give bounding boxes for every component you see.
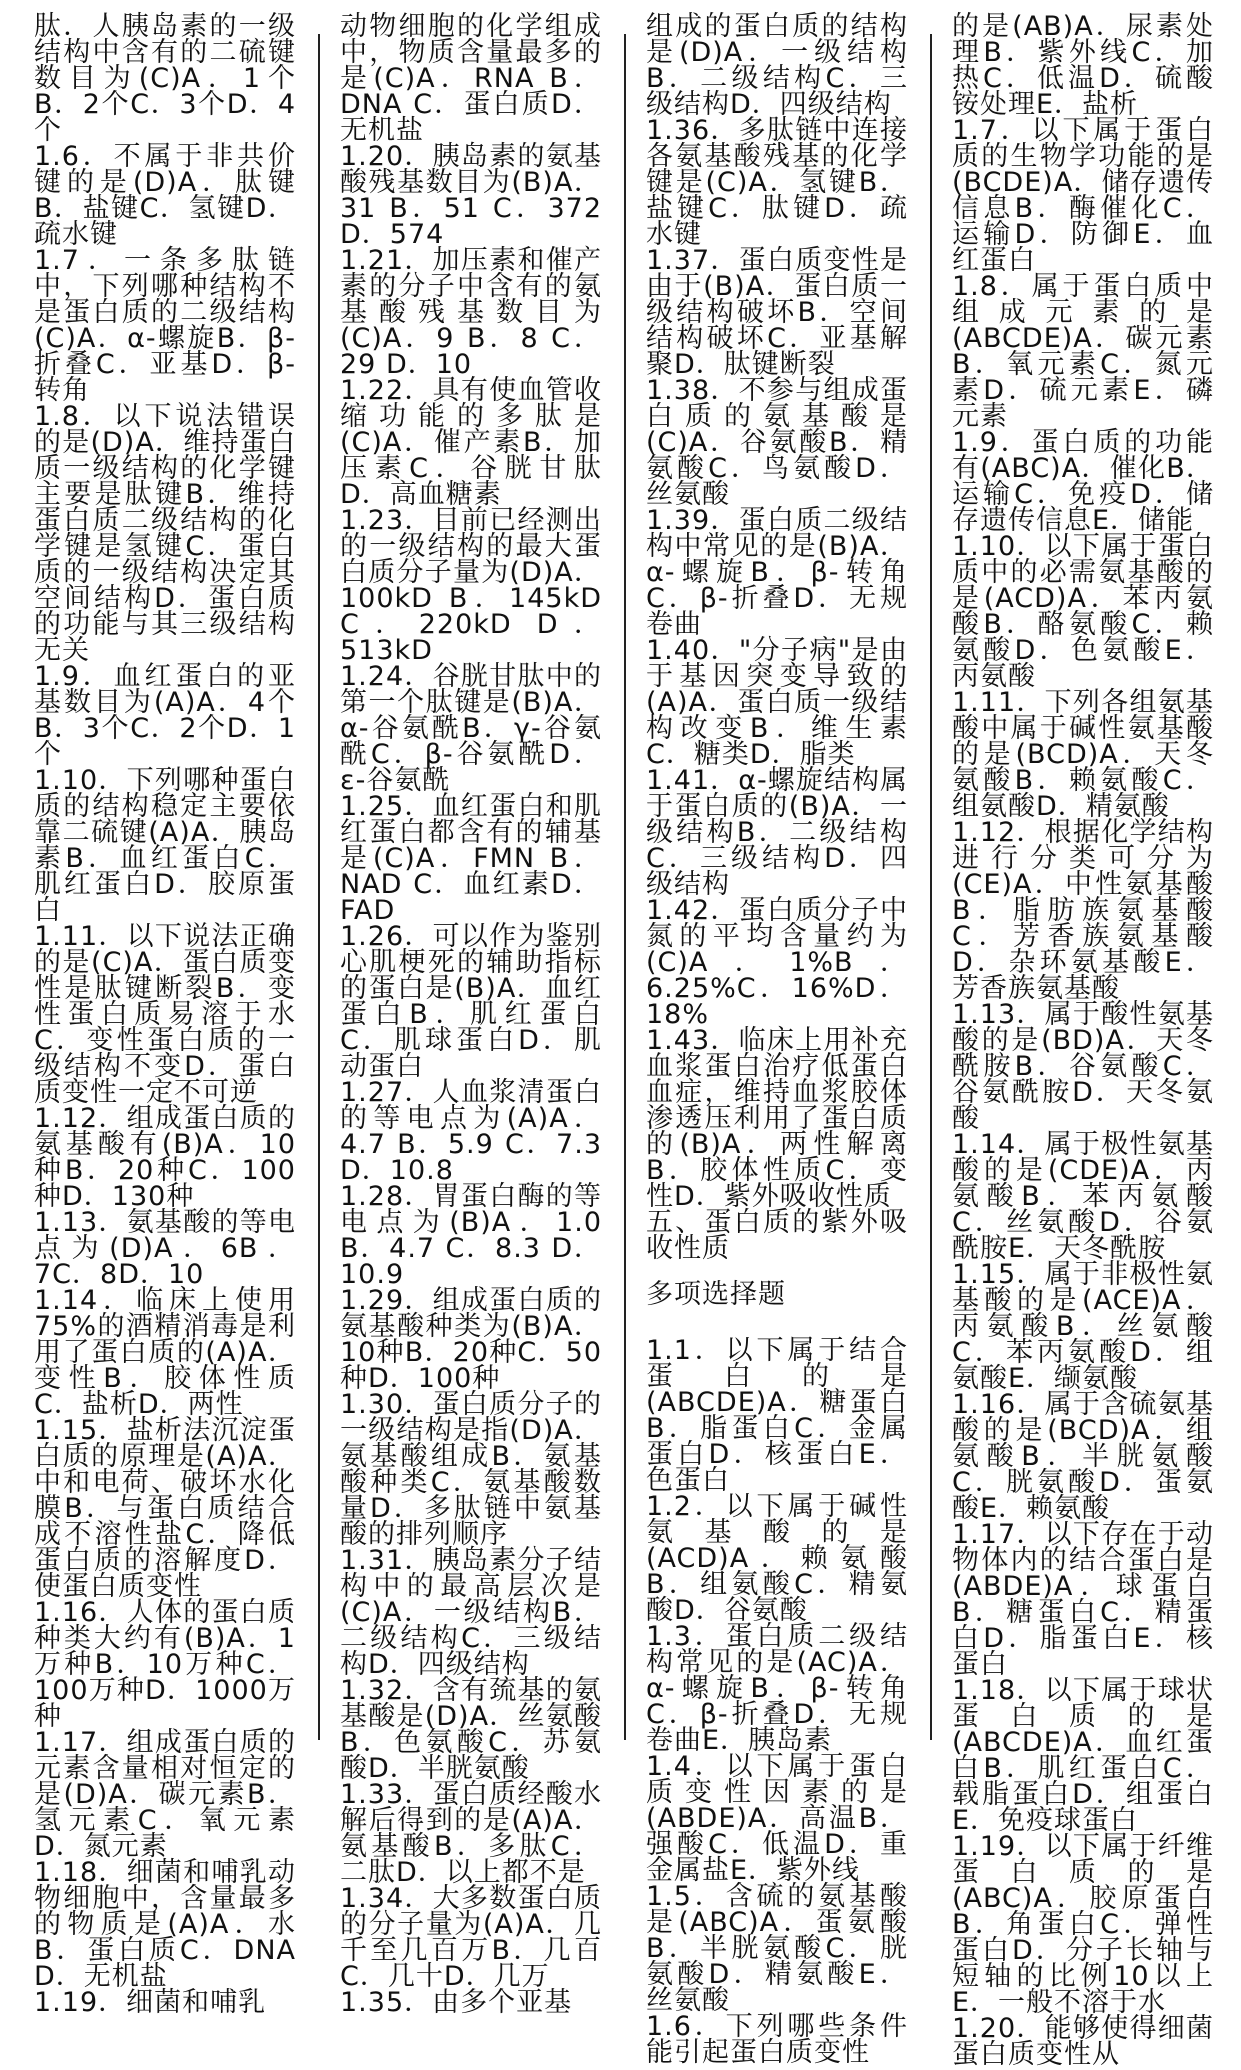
question-text: 1.15．盐析法沉淀蛋白质的原理是(A)A．中和电荷、破坏水化膜B．与蛋白质结合成不溶性盐C．降低蛋白质的溶解度D．使蛋白质变性 xyxy=(34,1415,296,1602)
question-text: 1.6．不属于非共价键的是(D)A．肽键B．盐键C．氢键D．疏水键 xyxy=(34,141,296,250)
question-text: 1.2．以下属于碱性氨基酸的是(ACD)A．赖氨酸B．组氨酸C．精氨酸D．谷氨酸 xyxy=(646,1491,908,1626)
question-text: 1.3．蛋白质二级结构常见的是(AC)A．α-螺旋B．β-转角C．β-折叠D．无规卷曲E．胰岛素 xyxy=(646,1621,908,1756)
question-text: 1.1．以下属于结合蛋白的是(ABCDE)A．糖蛋白B．脂蛋白C．金属蛋白D．核蛋白E．色蛋白 xyxy=(646,1335,908,1496)
question-text: 1.7．以下属于蛋白质的生物学功能的是(BCDE)A．储存遗传信息B．酶催化C．运输D．防御E．血红蛋白 xyxy=(952,115,1214,276)
column-divider xyxy=(318,34,320,1740)
question-text: 1.20．胰岛素的氨基酸残基数目为(B)A．31 B．51 C．372 D．574 xyxy=(340,141,602,250)
column-divider xyxy=(930,34,932,1740)
question-text: 1.13．氨基酸的等电点为(D)A．6B．7C．8D．10 xyxy=(34,1207,296,1290)
question-text: 1.25．血红蛋白和肌红蛋白都含有的辅基是(C)A．FMN B．NAD C．血红素D．FAD xyxy=(340,791,602,926)
question-text: 1.8．属于蛋白质中组成元素的是(ABCDE)A．碳元素B．氧元素C．氮元素D．硫元素E．磷元素 xyxy=(952,271,1214,432)
question-text: 1.28．胃蛋白酶的等电点为(B)A．1.0 B．4.7 C．8.3 D．10.9 xyxy=(340,1181,602,1290)
question-text: 1.16．人体的蛋白质种类大约有(B)A．1万种B．10万种C．100万种D．1000万种 xyxy=(34,1597,296,1732)
question-text: 1.14．属于极性氨基酸的是(CDE)A．丙氨酸B．苯丙氨酸C．丝氨酸D．谷氨酰胺E．天冬酰胺 xyxy=(952,1129,1214,1264)
question-text: 1.9．血红蛋白的亚基数目为(A)A．4个B．3个C．2个D．1个 xyxy=(34,661,296,770)
question-text: 动物细胞的化学组成中，物质含量最多的是(C)A．RNA B．DNA C．蛋白质D．无机盐 xyxy=(340,11,602,146)
question-text: 1.10．下列哪种蛋白质的结构稳定主要依靠二硫键(A)A．胰岛素B．血红蛋白C．肌红蛋白D．胶原蛋白 xyxy=(34,765,296,926)
question-text: 1.24．谷胱甘肽中的第一个肽键是(B)A．α-谷氨酰B．γ-谷氨酰C．β-谷氨酰D．ε-谷氨酰 xyxy=(340,661,602,796)
question-text: 1.22．具有使血管收缩功能的多肽是(C)A．催产素B．加压素C．谷胱甘肽D．高血糖素 xyxy=(340,375,602,510)
question-text: 1.9．蛋白质的功能有(ABC)A．催化B．运输C．免疫D．储存遗传信息E．储能 xyxy=(952,427,1214,536)
column-divider xyxy=(624,34,626,1740)
question-text: 1.7．一条多肽链中，下列哪种结构不是蛋白质的二级结构(C)A．α-螺旋B．β-折叠C．亚基D．β-转角 xyxy=(34,245,296,406)
question-text: 1.19．细菌和哺乳 xyxy=(34,1987,267,2018)
question-text: 1.12．根据化学结构进行分类可分为(CE)A．中性氨基酸B．脂肪族氨基酸C．芳香族氨基酸D．杂环氨基酸E．芳香族氨基酸 xyxy=(952,817,1214,1004)
question-text: 1.23．目前已经测出的一级结构的最大蛋白质分子量为(D)A．100kD B．145kD C．220kD D．513kD xyxy=(340,505,602,666)
text-column-2 xyxy=(340,11,602,2018)
question-text: 1.17．以下存在于动物体内的结合蛋白是(ABDE)A．球蛋白B．糖蛋白C．精蛋白D．脂蛋白E．核蛋白 xyxy=(952,1519,1214,1680)
question-text: 1.39．蛋白质二级结构中常见的是(B)A．α-螺旋B．β-转角C．β-折叠D．无规卷曲 xyxy=(646,505,908,640)
question-text: 1.11．以下说法正确的是(C)A．蛋白质变性是肽键断裂B．变性蛋白质易溶于水C．变性蛋白质的一级结构不变D．蛋白质变性一定不可逆 xyxy=(34,921,296,1108)
question-text: 1.19．以下属于纤维蛋白质的是(ABC)A．胶原蛋白B．角蛋白C．弹性蛋白D．分子长轴与短轴的比例10以上E．一般不溶于水 xyxy=(952,1831,1214,2018)
question-text: 1.26．可以作为鉴别心肌梗死的辅助指标的蛋白是(B)A．血红蛋白B．肌红蛋白C．肌球蛋白D．肌动蛋白 xyxy=(340,921,602,1082)
question-text: 1.5．含硫的氨基酸是(ABC)A．蛋氨酸B．半胱氨酸C．胱氨酸D．精氨酸E．丝氨酸 xyxy=(646,1881,908,2016)
question-text: 五、蛋白质的紫外吸收性质 xyxy=(646,1207,908,1264)
question-text: 1.21．加压素和催产素的分子中含有的氨基酸残基数目为(C)A．9 B．8 C．29 D．10 xyxy=(340,245,602,380)
question-text: 的是(AB)A．尿素处理B．紫外线C．加热C．低温D．硫酸铵处理E．盐析 xyxy=(952,11,1214,120)
text-column-4 xyxy=(952,11,1214,2070)
question-text: 1.13．属于酸性氨基酸的是(BD)A．天冬酰胺B．谷氨酸C．谷氨酰胺D．天冬氨酸 xyxy=(952,999,1214,1134)
question-text: 1.38．不参与组成蛋白质的氨基酸是(C)A．谷氨酸B．精氨酸C．鸟氨酸D．丝氨酸 xyxy=(646,375,908,510)
question-text: 1.43．临床上用补充血浆蛋白治疗低蛋白血症，维持血浆胶体渗透压利用了蛋白质的(B)A．两性解离B．胶体性质C．变性D．紫外吸收性质 xyxy=(646,1025,908,1212)
question-text: 1.12．组成蛋白质的氨基酸有(B)A．10种B．20种C．100种D．130种 xyxy=(34,1103,296,1212)
question-text: 1.37．蛋白质变性是由于(B)A．蛋白质一级结构破坏B．空间结构破坏C．亚基解聚D．肽键断裂 xyxy=(646,245,908,380)
question-text: 1.40．"分子病"是由于基因突变导致的(A)A．蛋白质一级结构改变B．维生素C．糖类D．脂类 xyxy=(646,635,908,770)
question-text: 1.14．临床上使用75%的酒精消毒是利用了蛋白质的(A)A．变性B．胶体性质C．盐析D．两性 xyxy=(34,1285,296,1420)
question-text: 1.27．人血浆清蛋白的等电点为(A)A．4.7 B．5.9 C．7.3 D．10.8 xyxy=(340,1077,602,1186)
text-column-3 xyxy=(646,11,908,2068)
question-text: 1.33．蛋白质经酸水解后得到的是(A)A．氨基酸B．多肽C．二肽D．以上都不是 xyxy=(340,1779,602,1888)
question-text: 1.11．下列各组氨基酸中属于碱性氨基酸的是(BCD)A．天冬氨酸B．赖氨酸C．组氨酸D．精氨酸 xyxy=(952,687,1214,822)
question-text: 1.4．以下属于蛋白质变性因素的是(ABDE)A．高温B．强酸C．低温D．重金属盐E．紫外线 xyxy=(646,1751,908,1886)
question-text: 肽．人胰岛素的一级结构中含有的二硫键数目为(C)A．1个B．2个C．3个D．4个 xyxy=(34,11,296,146)
question-text: 1.17．组成蛋白质的元素含量相对恒定的是(D)A．碳元素B．氢元素C．氧元素D．氮元素 xyxy=(34,1727,296,1862)
question-text: 1.6．下列哪些条件能引起蛋白质变性 xyxy=(646,2011,908,2068)
question-text: 1.8．以下说法错误的是(D)A．维持蛋白质一级结构的化学键主要是肽键B．维持蛋白质二级结构的化学键是氢键C．蛋白质的一级结构决定其空间结构D．蛋白质的功能与其三级结构无关 xyxy=(34,401,296,666)
question-text: 1.18．以下属于球状蛋白质的是(ABCDE)A．血红蛋白B．肌红蛋白C．载脂蛋白D．组蛋白E．免疫球蛋白 xyxy=(952,1675,1214,1836)
question-text: 1.15．属于非极性氨基酸的是(ACE)A．丙氨酸B．丝氨酸C．苯丙氨酸D．组氨酸E．缬氨酸 xyxy=(952,1259,1214,1394)
question-text: 1.42．蛋白质分子中氮的平均含量约为(C)A．1%B．6.25%C．16%D．18% xyxy=(646,895,908,1030)
question-text: 1.31．胰岛素分子结构中的最高层次是(C)A．一级结构B．二级结构C．三级结构D．四级结构 xyxy=(340,1545,602,1680)
question-text: 1.35．由多个亚基 xyxy=(340,1987,573,2018)
question-text: 1.18．细菌和哺乳动物细胞中，含量最多的物质是(A)A．水B．蛋白质C．DNA D．无机盐 xyxy=(34,1857,296,1992)
text-column-1 xyxy=(34,11,296,2018)
question-text: 1.41．α-螺旋结构属于蛋白质的(B)A．一级结构B．二级结构C．三级结构D．四级结构 xyxy=(646,765,908,900)
question-text: 1.29．组成蛋白质的氨基酸种类为(B)A．10种B．20种C．50种D．100种 xyxy=(340,1285,602,1394)
question-text: 1.36．多肽链中连接各氨基酸残基的化学键是(C)A．氢键B．盐键C．肽键D．疏水键 xyxy=(646,115,908,250)
question-text: 1.10．以下属于蛋白质中的必需氨基酸的是(ACD)A．苯丙氨酸B．酪氨酸C．赖氨酸D．色氨酸E．丙氨酸 xyxy=(952,531,1214,692)
question-text: 1.16．属于含硫氨基酸的是(BCD)A．组氨酸B．半胱氨酸C．胱氨酸D．蛋氨酸E．赖氨酸 xyxy=(952,1389,1214,1524)
question-text: 1.32．含有巯基的氨基酸是(D)A．丝氨酸B．色氨酸C．苏氨酸D．半胱氨酸 xyxy=(340,1675,602,1784)
question-text: 1.30．蛋白质分子的一级结构是指(D)A．氨基酸组成B．氨基酸种类C．氨基酸数量D．多肽链中氨基酸的排列顺序 xyxy=(340,1389,602,1550)
question-text: 1.34．大多数蛋白质的分子量为(A)A．几千至几百万B．几百C．几十D．几万 xyxy=(340,1883,602,1992)
question-text: 组成的蛋白质的结构是(D)A．一级结构B．二级结构C．三级结构D．四级结构 xyxy=(646,11,908,120)
question-text: 1.20．能够使得细菌蛋白质变性从 xyxy=(952,2013,1214,2070)
section-heading: 多项选择题 xyxy=(646,1279,786,1310)
